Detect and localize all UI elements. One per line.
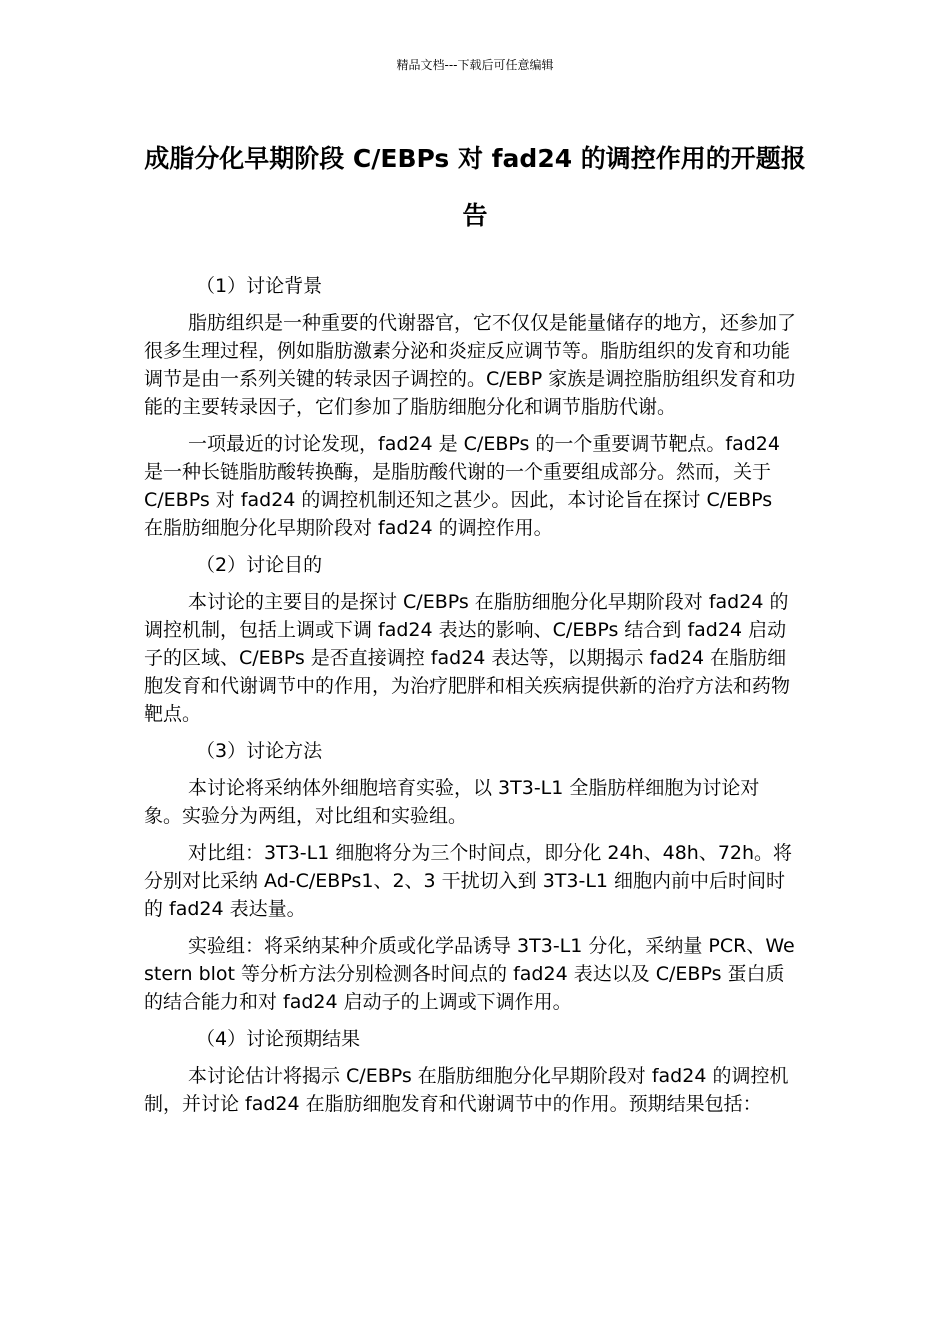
section-purpose bbox=[144, 551, 796, 728]
section-heading: （1）讨论背景 bbox=[196, 275, 323, 297]
paragraph: 本讨论将采纳体外细胞培育实验，以 3T3-L1 全脂肪样细胞为讨论对象。实验分为两组，对比组和实验组。 bbox=[144, 777, 760, 827]
paragraph: 实验组：将采纳某种介质或化学品诱导 3T3-L1 分化，采纳量 PCR、Western blot 等分析方法分别检测各时间点的 fad24 表达以及 C/EBPs 蛋白质的结合能力和对 fad24 启动子的上调或下调作用。 bbox=[144, 935, 795, 1013]
section-expected-results bbox=[144, 1025, 796, 1118]
document-body bbox=[144, 272, 796, 1127]
section-methods bbox=[144, 737, 796, 1016]
paragraph: 脂肪组织是一种重要的代谢器官，它不仅仅是能量储存的地方，还参加了很多生理过程，例如脂肪激素分泌和炎症反应调节等。脂肪组织的发育和功能调节是由一系列关键的转录因子调控的。C/EBP 家族是调控脂肪组织发育和功能的主要转录因子，它们参加了脂肪细胞分化和调节脂肪代谢。 bbox=[144, 312, 797, 418]
paragraph: 对比组：3T3-L1 细胞将分为三个时间点，即分化 24h、48h、72h。将分别对比采纳 Ad-C/EBPs1、2、3 干扰切入到 3T3-L1 细胞内前中后时间时的 fad24 表达量。 bbox=[144, 842, 793, 920]
section-heading: （3）讨论方法 bbox=[196, 740, 323, 762]
section-heading: （4）讨论预期结果 bbox=[196, 1028, 361, 1050]
header-note: 精品文档---下载后可任意编辑 bbox=[396, 58, 554, 72]
paragraph: 本讨论的主要目的是探讨 C/EBPs 在脂肪细胞分化早期阶段对 fad24 的调控机制，包括上调或下调 fad24 表达的影响、C/EBPs 结合到 fad24 启动子的区域、C/EBPs 是否直接调控 fad24 表达等，以期揭示 fad24 在脂肪细胞发育和代谢调节中的作用，为治疗肥胖和相关疾病提供新的治疗方法和药物靶点。 bbox=[144, 591, 791, 725]
section-heading: （2）讨论目的 bbox=[196, 554, 323, 576]
document-title: 成脂分化早期阶段 C/EBPs 对 fad24 的调控作用的开题报告 bbox=[144, 144, 806, 230]
paragraph: 一项最近的讨论发现，fad24 是 C/EBPs 的一个重要调节靶点。fad24 是一种长链脂肪酸转换酶，是脂肪酸代谢的一个重要组成部分。然而，关于 C/EBPs 对 fad24 的调控机制还知之甚少。因此，本讨论旨在探讨 C/EBPs 在脂肪细胞分化早期阶段对 fad24 的调控作用。 bbox=[144, 433, 780, 539]
section-background bbox=[144, 272, 796, 542]
paragraph: 本讨论估计将揭示 C/EBPs 在脂肪细胞分化早期阶段对 fad24 的调控机制，并讨论 fad24 在脂肪细胞发育和代谢调节中的作用。预期结果包括： bbox=[144, 1065, 789, 1115]
